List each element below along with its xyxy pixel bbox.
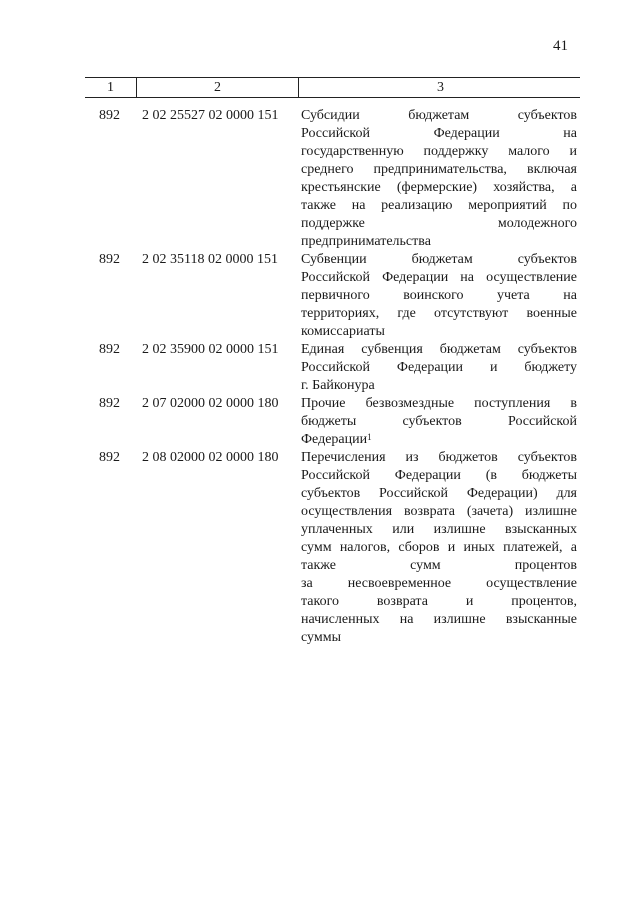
description-text: государственную поддержку малого и: [301, 144, 577, 159]
column-header-1: 1: [107, 80, 114, 95]
table-row: [85, 449, 580, 647]
description-line: [301, 413, 577, 431]
description-line: [301, 449, 577, 467]
column-header-3: 3: [298, 78, 582, 97]
description-line: [301, 305, 577, 323]
description-text: Российской Федерации и бюджету: [301, 360, 577, 375]
description-text: Российской Федерации на осуществление: [301, 270, 577, 285]
description-line: [301, 341, 577, 359]
description-text: Единая субвенция бюджетам субъектов: [301, 342, 577, 357]
revenue-description-cell: [297, 449, 580, 647]
description-text: Субвенции бюджетам субъектов: [301, 252, 577, 267]
description-text: сумм налогов, сборов и иных платежей, а: [301, 540, 577, 555]
admin-code-cell: 892: [99, 396, 120, 411]
description-text: начисленных на излишне взысканные: [301, 612, 577, 627]
description-line: [301, 107, 577, 125]
table-row: [85, 395, 580, 449]
description-text: Прочие безвозмездные поступления в: [301, 396, 577, 411]
description-text: Российской Федерации (в бюджеты: [301, 468, 577, 483]
description-text: Российской Федерации на: [301, 126, 577, 141]
description-line: [301, 575, 577, 593]
description-text: среднего предпринимательства, включая: [301, 162, 577, 177]
description-text: субъектов Российской Федерации) для: [301, 486, 577, 501]
table-row: [85, 107, 580, 251]
description-line: [301, 611, 577, 629]
description-line: [301, 395, 577, 413]
table-header-row: [85, 77, 580, 98]
description-line: [301, 377, 577, 395]
description-text: также сумм процентов: [301, 558, 577, 573]
description-line: [301, 161, 577, 179]
revenue-description-cell: [297, 341, 580, 395]
description-line: [301, 287, 577, 305]
description-text: Субсидии бюджетам субъектов: [301, 108, 577, 123]
description-text: Федерации: [301, 432, 368, 447]
budget-classification-code-cell: 2 02 35118 02 0000 151: [142, 252, 278, 267]
description-line: [301, 251, 577, 269]
budget-classification-code-cell: 2 07 02000 02 0000 180: [142, 396, 279, 411]
description-text: комиссариаты: [301, 324, 385, 339]
description-line: [301, 215, 577, 233]
page-number: 41: [553, 38, 568, 54]
description-text: бюджеты субъектов Российской: [301, 414, 577, 429]
description-line: [301, 359, 577, 377]
table-body: [85, 107, 580, 647]
description-text: такого возврата и процентов,: [301, 594, 577, 609]
description-text: территориях, где отсутствуют военные: [301, 306, 577, 321]
description-text: г. Байконура: [301, 378, 375, 393]
description-text: крестьянские (фермерские) хозяйства, а: [301, 180, 577, 195]
description-line: [301, 143, 577, 161]
description-line: [301, 233, 577, 251]
description-line: [301, 539, 577, 557]
admin-code-cell: 892: [99, 450, 120, 465]
description-line: [301, 593, 577, 611]
budget-classification-code-cell: 2 02 35900 02 0000 151: [142, 342, 279, 357]
description-line: [301, 485, 577, 503]
description-line: [301, 197, 577, 215]
description-text: уплаченных или излишне взысканных: [301, 522, 577, 537]
admin-code-cell: 892: [99, 108, 120, 123]
budget-classification-code-cell: 2 08 02000 02 0000 180: [142, 450, 279, 465]
description-text: поддержке молодежного: [301, 216, 577, 231]
revenue-description-cell: [297, 107, 580, 251]
description-line: [301, 521, 577, 539]
revenue-description-cell: [297, 251, 580, 341]
table-row: [85, 251, 580, 341]
description-text: за несвоевременное осуществление: [301, 576, 577, 591]
column-header-2: 2: [136, 78, 298, 97]
table-row: [85, 341, 580, 395]
revenue-codes-table: [85, 77, 580, 647]
description-line: [301, 269, 577, 287]
description-line: [301, 323, 577, 341]
description-text: предпринимательства: [301, 234, 431, 249]
description-line: [301, 179, 577, 197]
description-text: осуществления возврата (зачета) излишне: [301, 504, 577, 519]
revenue-description-cell: [297, 395, 580, 449]
budget-classification-code-cell: 2 02 25527 02 0000 151: [142, 108, 279, 123]
description-line: [301, 125, 577, 143]
description-text: суммы: [301, 630, 341, 645]
admin-code-cell: 892: [99, 342, 120, 357]
description-text: первичного воинского учета на: [301, 288, 577, 303]
description-line: [301, 431, 577, 449]
admin-code-cell: 892: [99, 252, 120, 267]
description-line: [301, 467, 577, 485]
description-text: также на реализацию мероприятий по: [301, 198, 577, 213]
footnote-marker: 1: [367, 432, 372, 442]
description-line: [301, 629, 577, 647]
description-line: [301, 557, 577, 575]
description-line: [301, 503, 577, 521]
description-text: Перечисления из бюджетов субъектов: [301, 450, 577, 465]
